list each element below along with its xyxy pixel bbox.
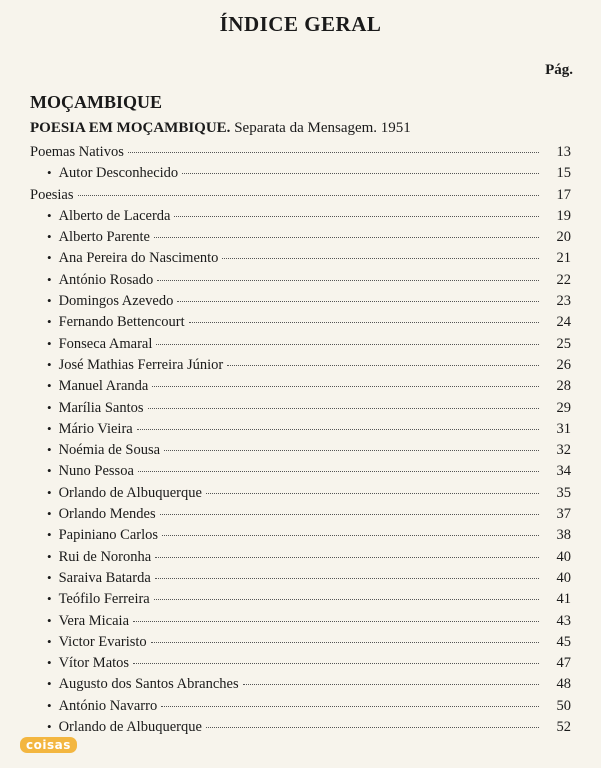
toc-entry [30,229,571,250]
toc-entry-label: Teófilo Ferreira [58,591,150,608]
dot-leader [161,706,539,707]
dot-leader [137,429,539,430]
toc-entry [30,400,571,421]
toc-entry-label: Alberto de Lacerda [58,207,171,224]
toc-entry [30,187,571,208]
toc-entry [30,336,571,357]
toc-entry-page: 24 [556,314,571,331]
toc-entry [30,208,571,229]
publication-title: POESIA EM MOÇAMBIQUE. [30,120,231,136]
toc-entry-page: 47 [556,655,571,672]
toc-entry-page: 43 [556,612,571,629]
dot-leader [138,471,539,472]
dot-leader [156,344,539,345]
toc-entry-label: Fonseca Amaral [58,335,153,352]
toc-entry-page: 45 [556,633,571,650]
toc-entry [30,272,571,293]
toc-entry-label: Autor Desconhecido [58,165,179,182]
toc-entry-label: Noémia de Sousa [58,442,161,459]
dot-leader [222,258,539,259]
toc-entry-page: 31 [556,420,571,437]
bullet-icon: • [47,548,52,564]
toc-entry-page: 40 [556,548,571,565]
toc-entry-label: Manuel Aranda [58,378,149,395]
toc-entry-label: Orlando de Albuquerque [58,719,202,736]
toc-entry [30,676,571,697]
toc-entry-page: 26 [556,356,571,373]
publication-heading [30,120,411,137]
toc-entry-label: Victor Evaristo [58,633,147,650]
toc-entry [30,655,571,676]
toc-entry-label: Nuno Pessoa [58,463,134,480]
dot-leader [182,173,539,174]
toc-entry [30,570,571,591]
dot-leader [152,386,539,387]
bullet-icon: • [47,527,52,543]
toc-entry-page: 19 [556,207,571,224]
toc-entry [30,719,571,740]
dot-leader [206,727,539,728]
bullet-icon: • [47,484,52,500]
dot-leader [128,152,539,153]
toc-entry-label: António Navarro [58,697,158,714]
toc-entry [30,165,571,186]
bullet-icon: • [47,612,52,628]
toc-entry-page: 21 [556,250,571,267]
toc-entry-label: Papiniano Carlos [58,527,159,544]
bullet-icon: • [47,633,52,649]
toc-entry-page: 13 [556,144,571,160]
toc-entry-page: 15 [556,165,571,182]
dot-leader [162,535,539,536]
toc-entry-label: José Mathias Ferreira Júnior [58,356,224,373]
section-heading: MOÇAMBIQUE [30,92,162,112]
toc-entry-label: Mário Vieira [58,420,133,437]
toc-entry-page: 34 [556,463,571,480]
bullet-icon: • [47,356,52,372]
toc-entry-label: Marília Santos [58,399,144,416]
toc-entry-page: 23 [556,293,571,310]
dot-leader [148,408,539,409]
toc-entry-page: 40 [556,569,571,586]
dot-leader [155,557,539,558]
toc-entry [30,250,571,271]
bullet-icon: • [47,591,52,607]
toc-entry-page: 48 [556,676,571,693]
toc-entry-page: 17 [556,186,571,203]
bullet-icon: • [47,697,52,713]
toc-entry [30,613,571,634]
toc-entry-label: Poemas Nativos [30,144,124,160]
toc-entry [30,314,571,335]
toc-entry-page: 22 [556,271,571,288]
dot-leader [155,578,539,579]
dot-leader [78,195,540,196]
dot-leader [160,514,539,515]
toc-entry [30,698,571,719]
dot-leader [164,450,539,451]
toc-entry-label: Domingos Azevedo [58,293,174,310]
bullet-icon: • [47,165,52,181]
toc-entry-label: Orlando Mendes [58,506,156,523]
toc-entry [30,421,571,442]
toc-entry-label: António Rosado [58,271,154,288]
bullet-icon: • [47,293,52,309]
toc-entry-page: 35 [556,484,571,501]
toc-entry-page: 52 [556,719,571,736]
toc-entry-label: Poesias [30,186,74,203]
page-title: ÍNDICE GERAL [219,12,382,36]
bullet-icon: • [47,250,52,266]
bullet-icon: • [47,271,52,287]
dot-leader [154,237,539,238]
dot-leader [177,301,539,302]
bullet-icon: • [47,655,52,671]
toc-entry [30,357,571,378]
bullet-icon: • [47,719,52,735]
bullet-icon: • [47,676,52,692]
toc-entry-label: Vítor Matos [58,655,130,672]
toc-entry-label: Alberto Parente [58,229,150,246]
publication-subtitle: Separata da Mensagem. 1951 [234,120,411,136]
dot-leader [133,621,539,622]
bullet-icon: • [47,399,52,415]
dot-leader [206,493,539,494]
toc-entry [30,144,571,165]
watermark-logo: coisas [20,737,77,753]
toc-entry-label: Augusto dos Santos Abranches [58,676,239,693]
toc-entry-page: 38 [556,527,571,544]
dot-leader [154,599,539,600]
toc-entry-label: Fernando Bettencourt [58,314,185,331]
bullet-icon: • [47,335,52,351]
dot-leader [243,684,539,685]
toc-entry-page: 20 [556,229,571,246]
toc-entry-label: Orlando de Albuquerque [58,484,202,501]
toc-entry-page: 29 [556,399,571,416]
page-column-header: Pág. [545,62,573,78]
toc-entry-page: 25 [556,335,571,352]
toc-entry-page: 28 [556,378,571,395]
toc-entry-label: Ana Pereira do Nascimento [58,250,219,267]
toc-entry-page: 32 [556,442,571,459]
toc-entry [30,442,571,463]
bullet-icon: • [47,229,52,245]
dot-leader [133,663,539,664]
toc-entry [30,527,571,548]
bullet-icon: • [47,207,52,223]
bullet-icon: • [47,314,52,330]
bullet-icon: • [47,569,52,585]
toc-entry-label: Saraiva Batarda [58,569,151,586]
toc-entry [30,591,571,612]
dot-leader [174,216,539,217]
toc-entry [30,549,571,570]
bullet-icon: • [47,506,52,522]
toc-entry-page: 41 [556,591,571,608]
dot-leader [157,280,539,281]
toc-entry [30,378,571,399]
toc-entry-label: Rui de Noronha [58,548,152,565]
toc-entry [30,463,571,484]
dot-leader [189,322,539,323]
toc-entry [30,634,571,655]
toc-entry [30,485,571,506]
toc-entry [30,506,571,527]
bullet-icon: • [47,442,52,458]
bullet-icon: • [47,463,52,479]
bullet-icon: • [47,378,52,394]
toc-entry-page: 50 [556,697,571,714]
dot-leader [151,642,539,643]
toc-entry-label: Vera Micaia [58,612,130,629]
toc-entry-page: 37 [556,506,571,523]
dot-leader [227,365,539,366]
toc-entry [30,293,571,314]
bullet-icon: • [47,420,52,436]
table-of-contents [30,144,571,740]
